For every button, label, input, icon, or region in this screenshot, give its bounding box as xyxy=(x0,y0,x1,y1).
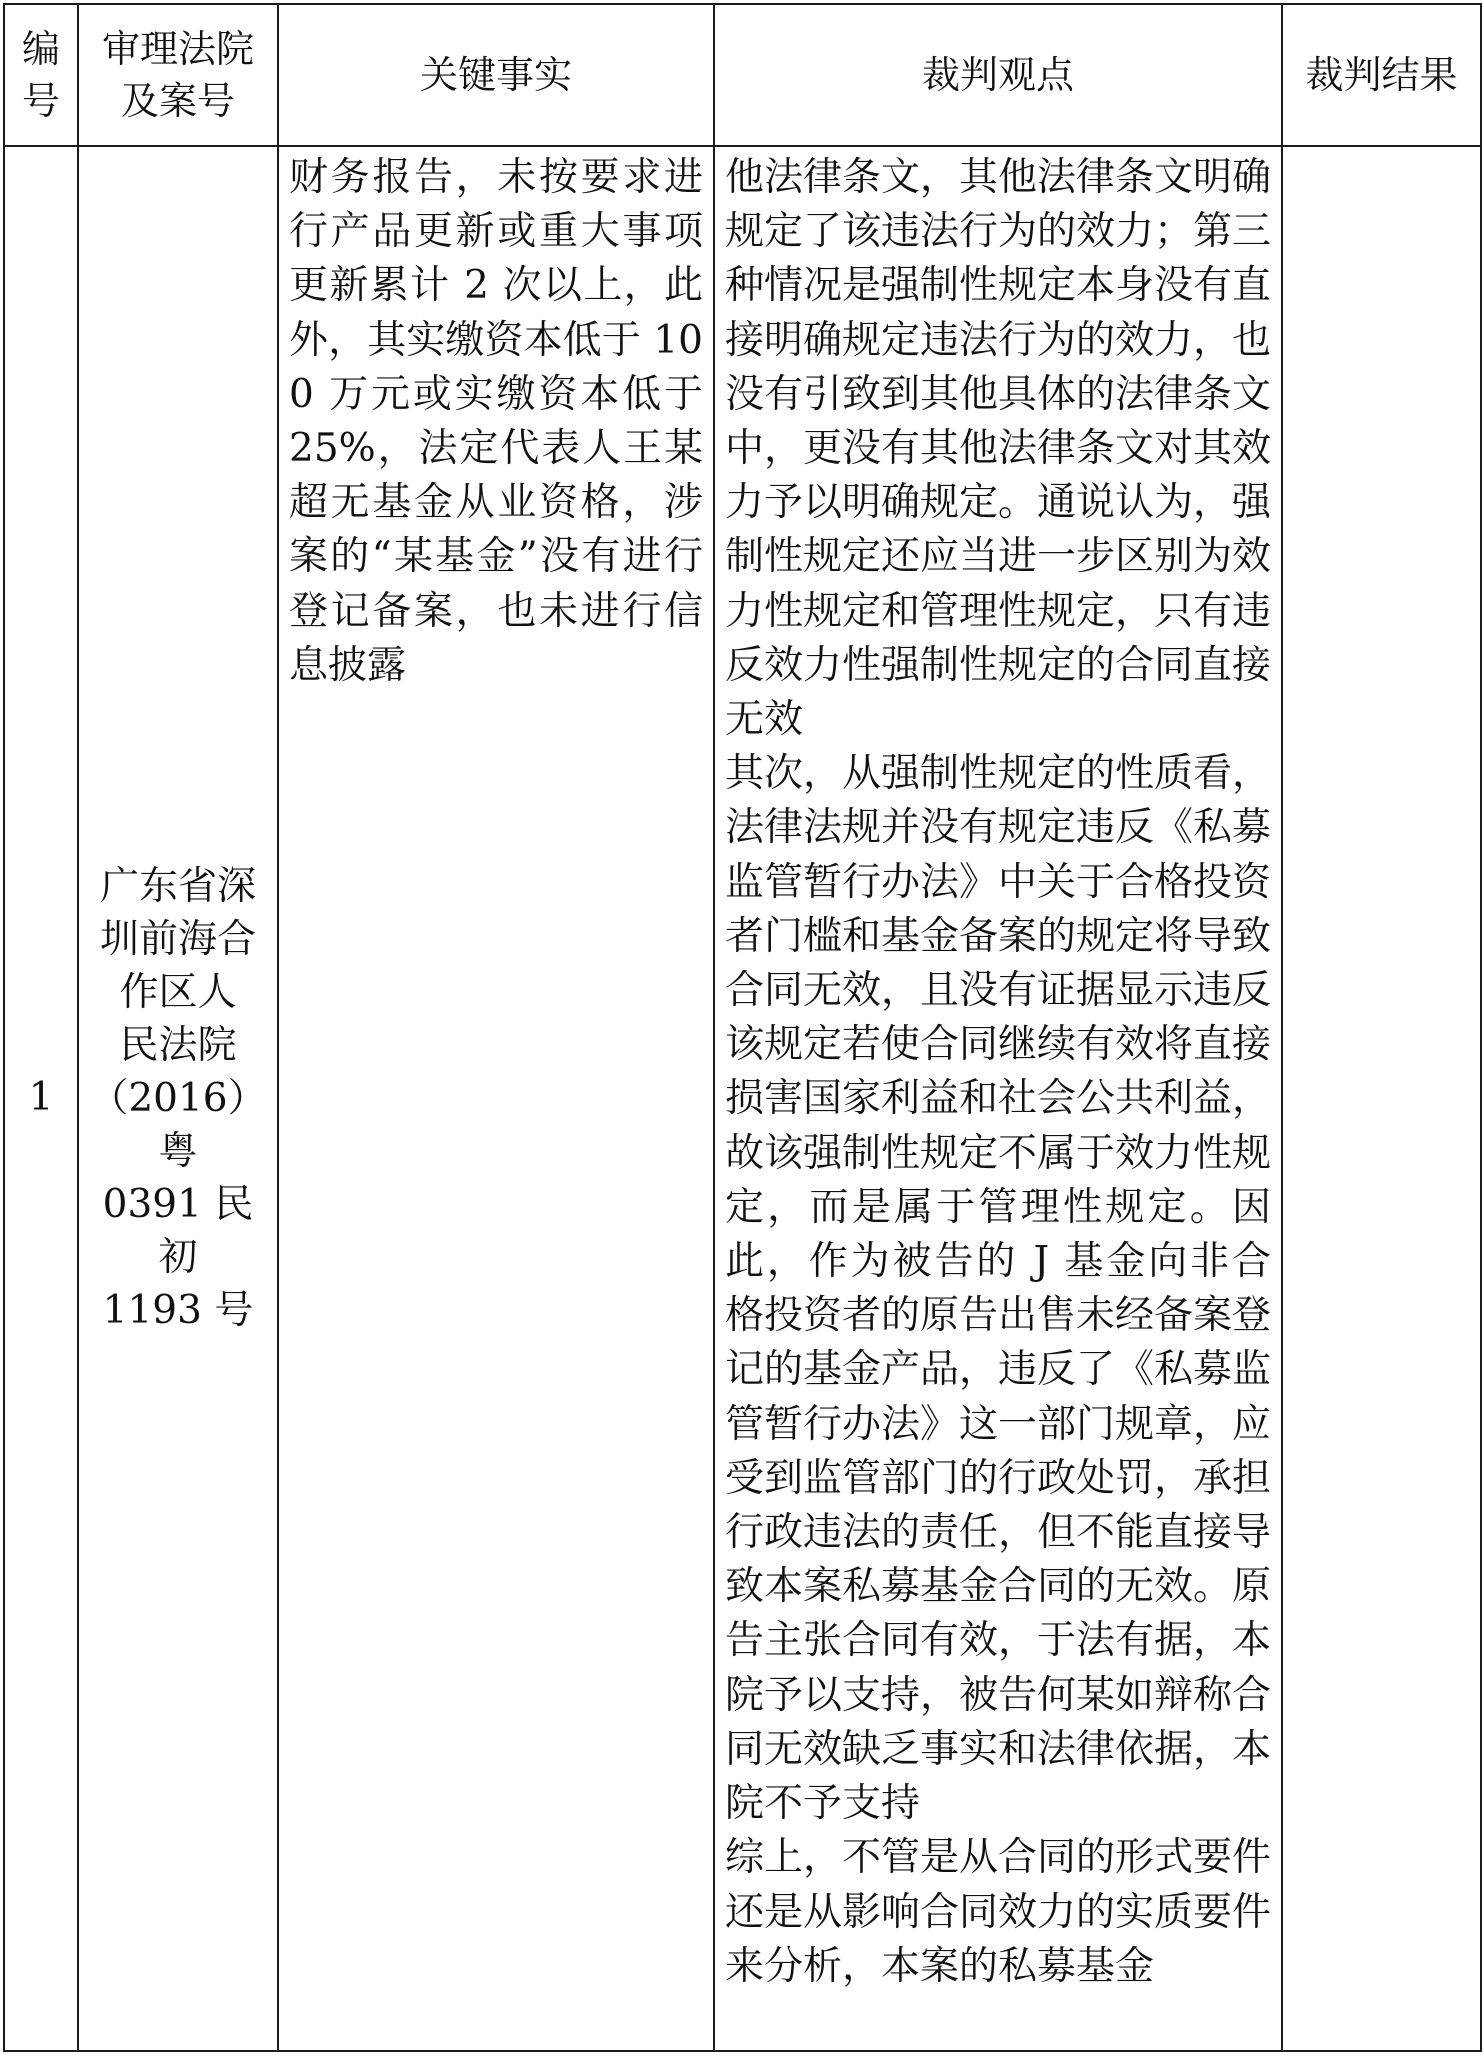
header-opinion: 裁判观点 xyxy=(714,4,1282,146)
court-line: 民法院 xyxy=(119,1023,237,1068)
header-court-line: 审理法院 xyxy=(101,27,254,71)
court-line: 作区人 xyxy=(119,970,237,1015)
court-line: （2016）粤 xyxy=(89,1076,267,1174)
header-no-line: 编 xyxy=(21,27,60,71)
header-row xyxy=(4,4,1481,146)
header-court-line: 及案号 xyxy=(120,79,235,123)
court-line: 0391 民初 xyxy=(102,1182,254,1280)
case-table xyxy=(3,3,1482,2052)
judgment-result xyxy=(1282,146,1481,2051)
opinion-paragraph: 他法律条文，其他法律条文明确规定了该违法行为的效力；第三种情况是强制性规定本身没有直接明确规定违法行为的效力，也没有引致到其他具体的法律条文中，更没有其他法律条文对其效力予以明确规定。通说认为，强制性规定还应当进一步区别为效力性规定和管理性规定，只有违反效力性强制性规定的合同直接无效 xyxy=(725,155,1272,743)
court-line: 圳前海合 xyxy=(99,917,256,962)
table-row xyxy=(4,146,1481,2051)
header-facts: 关键事实 xyxy=(278,4,714,146)
case-number: 1 xyxy=(4,146,78,2051)
court-line: 广东省深 xyxy=(99,864,256,909)
court-and-case-no xyxy=(78,146,278,2051)
opinion-paragraph: 其次，从强制性规定的性质看，法律法规并没有规定违反《私募监管暂行办法》中关于合格投资者门槛和基金备案的规定将导致合同无效，且没有证据显示违反该规定若使合同继续有效将直接损害国家利益和社会公共利益，故该强制性规定不属于效力性规定，而是属于管理性规定。因此，作为被告的 J 基金向非合格投资者的原告出售未经备案登记的基金产品，违反了《私募监管暂行办法》这一部门规章，应受到监管部门的行政处罚，承担行政违法的责任，但不能直接导致本案私募基金合同的无效。原告主张合同有效，于法有据，本院予以支持，被告何某如辩称合同无效缺乏事实和法律依据，本院不予支持 xyxy=(725,751,1272,1827)
key-facts: 财务报告，未按要求进行产品更新或重大事项更新累计 2 次以上，此外，其实缴资本低于 100 万元或实缴资本低于 25%，法定代表人王某超无基金从业资格，涉案的“某基金”没有进行登记备案，也未进行信息披露 xyxy=(278,146,714,2051)
header-result: 裁判结果 xyxy=(1282,4,1481,146)
judgment-opinion xyxy=(714,146,1282,2051)
header-no xyxy=(4,4,78,146)
header-court xyxy=(78,4,278,146)
header-no-line: 号 xyxy=(21,79,60,123)
court-line: 1193 号 xyxy=(102,1288,254,1333)
opinion-paragraph: 综上，不管是从合同的形式要件还是从影响合同效力的实质要件来分析，本案的私募基金 xyxy=(725,1835,1272,1989)
